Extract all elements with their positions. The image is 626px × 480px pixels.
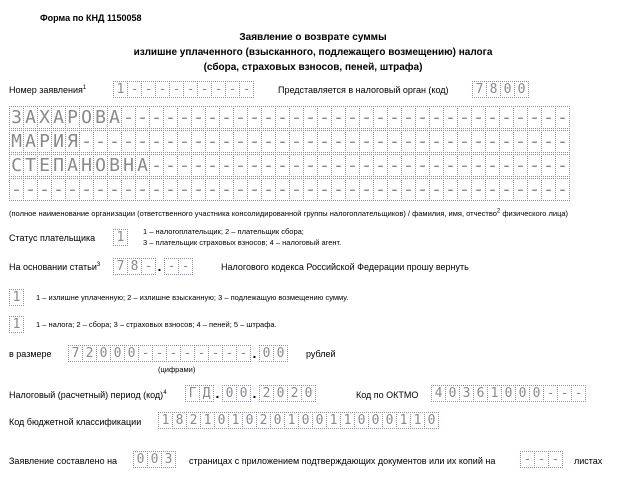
char-cell: 0 [424, 412, 439, 429]
char-cell: - [219, 154, 234, 177]
char-cell: Д [199, 385, 214, 402]
char-cell: - [471, 154, 486, 177]
char-cell: 1 [410, 412, 425, 429]
char-cell: - [555, 130, 570, 153]
char-cell: 0 [273, 385, 288, 402]
char-cell: - [107, 178, 122, 201]
char-cell: - [541, 106, 556, 129]
char-cell: И [51, 130, 66, 153]
char-cell: 2 [259, 385, 274, 402]
char-cell: - [194, 345, 209, 362]
char-cell: 2 [287, 385, 302, 402]
pages-text: страницах с приложением подтверждающих документов или их копий на [189, 456, 496, 466]
char-cell: - [513, 154, 528, 177]
char-cell: - [135, 106, 150, 129]
payment-type-options: 1 – налога; 2 – сбора; 3 – страховых взносов; 4 – пеней; 5 – штрафа. [36, 320, 277, 329]
char-cell: - [121, 106, 136, 129]
amount-field[interactable] [68, 345, 287, 362]
article-text: Налогового кодекса Российской Федерации прошу вернуть [221, 262, 469, 272]
char-cell: - [183, 81, 198, 98]
char-cell: - [359, 106, 374, 129]
pages-label: Заявление составлено на [9, 456, 118, 466]
char-cell: 0 [214, 412, 229, 429]
char-cell: 1 [158, 412, 173, 429]
char-cell: Т [23, 154, 38, 177]
char-cell: - [149, 106, 164, 129]
period-cells-c[interactable] [259, 385, 315, 402]
char-cell: - [9, 178, 24, 201]
char-cell: - [543, 385, 558, 402]
char-cell: - [138, 345, 153, 362]
char-cell: - [401, 154, 416, 177]
amount-dot: . [252, 345, 257, 361]
oktmo-label: Код по ОКТМО [356, 390, 419, 400]
char-cell: - [51, 178, 66, 201]
name-line-4[interactable] [9, 178, 569, 201]
char-cell: - [443, 178, 458, 201]
form-title [0, 30, 626, 75]
char-cell: - [233, 106, 248, 129]
char-cell: - [178, 258, 193, 275]
char-cell: - [401, 178, 416, 201]
char-cell: 0 [529, 385, 544, 402]
char-cell: - [429, 154, 444, 177]
char-cell: - [359, 130, 374, 153]
char-cell: - [141, 258, 156, 275]
char-cell: Я [65, 130, 80, 153]
char-cell: - [127, 81, 142, 98]
char-cell: 8 [127, 258, 142, 275]
char-cell: - [275, 106, 290, 129]
char-cell: - [239, 81, 254, 98]
footnote-1: 1 [82, 85, 87, 91]
char-cell: - [317, 130, 332, 153]
char-cell: - [289, 178, 304, 201]
char-cell: 0 [110, 345, 125, 362]
char-cell: 0 [298, 412, 313, 429]
char-cell: - [415, 106, 430, 129]
char-cell: - [429, 130, 444, 153]
char-cell: - [520, 451, 535, 468]
char-cell: - [261, 154, 276, 177]
char-cell: - [555, 178, 570, 201]
char-cell: - [149, 130, 164, 153]
char-cell: - [208, 345, 223, 362]
char-cell: - [415, 130, 430, 153]
footnote-4: 4 [163, 390, 167, 396]
char-cell: - [135, 130, 150, 153]
char-cell: 1 [200, 412, 215, 429]
char-cell: - [499, 178, 514, 201]
char-cell: - [163, 178, 178, 201]
char-cell: - [541, 178, 556, 201]
char-cell: - [37, 178, 52, 201]
char-cell: - [345, 178, 360, 201]
char-cell: - [236, 345, 251, 362]
char-cell: - [191, 106, 206, 129]
char-cell: 0 [515, 385, 530, 402]
char-cell: - [93, 178, 108, 201]
char-cell: - [443, 106, 458, 129]
char-cell: - [222, 345, 237, 362]
char-cell: З [9, 106, 24, 129]
char-cell: - [471, 178, 486, 201]
char-cell: - [163, 154, 178, 177]
char-cell: - [275, 178, 290, 201]
char-cell: - [205, 178, 220, 201]
char-cell: А [107, 106, 122, 129]
char-cell: - [387, 178, 402, 201]
char-cell: - [233, 154, 248, 177]
char-cell: 7 [113, 258, 128, 275]
payer-status-options-2: 3 – плательщик страховых взносов; 4 – налоговый агент. [143, 238, 342, 247]
char-cell: - [233, 130, 248, 153]
char-cell: - [387, 106, 402, 129]
char-cell: - [205, 106, 220, 129]
char-cell: - [275, 130, 290, 153]
payment-type-cell[interactable] [9, 316, 23, 333]
char-cell: 7 [472, 81, 487, 98]
char-cell: - [93, 130, 108, 153]
char-cell: - [541, 130, 556, 153]
period-cells-a[interactable] [185, 385, 213, 402]
char-cell: - [79, 130, 94, 153]
article-cells-a[interactable] [113, 258, 155, 275]
char-cell: - [247, 178, 262, 201]
kbk-cells[interactable] [158, 412, 438, 429]
char-cell: 1 [284, 412, 299, 429]
char-cell: - [499, 154, 514, 177]
amount-kopecks-cells[interactable] [259, 345, 287, 362]
char-cell: Н [79, 154, 94, 177]
char-cell: - [401, 106, 416, 129]
title-line-3: (сбора, страховых взносов, пеней, штрафа) [203, 62, 423, 73]
char-cell: - [527, 106, 542, 129]
char-cell: - [225, 81, 240, 98]
char-cell: - [163, 130, 178, 153]
char-cell: - [373, 154, 388, 177]
payer-status-options-1: 1 – налогоплательщик; 2 – плательщик сбора; [143, 227, 304, 236]
char-cell: - [211, 81, 226, 98]
char-cell: - [247, 106, 262, 129]
char-cell: - [247, 130, 262, 153]
article-cells-b[interactable] [164, 258, 192, 275]
article-cells[interactable] [113, 258, 192, 275]
kbk-label: Код бюджетной классификации [9, 417, 142, 427]
char-cell: - [345, 130, 360, 153]
footnote-3: 3 [96, 262, 101, 268]
char-cell: 0 [500, 81, 515, 98]
char-cell: А [23, 106, 38, 129]
char-cell: - [135, 178, 150, 201]
char-cell: - [303, 154, 318, 177]
char-cell: - [513, 130, 528, 153]
name-line-2[interactable] [9, 130, 569, 153]
amount-rubles-cells[interactable] [68, 345, 250, 362]
char-cell: - [429, 178, 444, 201]
char-cell: 1 [340, 412, 355, 429]
char-cell: 1 [113, 229, 128, 246]
char-cell: - [261, 130, 276, 153]
char-cell: 1 [396, 412, 411, 429]
form-code: Форма по КНД 1150058 [40, 13, 142, 23]
char-cell: А [135, 154, 150, 177]
char-cell: 8 [172, 412, 187, 429]
char-cell: 0 [368, 412, 383, 429]
char-cell: - [471, 130, 486, 153]
char-cell: - [555, 106, 570, 129]
amount-caption: (цифрами) [158, 365, 196, 374]
char-cell: - [485, 106, 500, 129]
return-type-options: 1 – излишне уплаченную; 2 – излишне взысканную; 3 – подлежащую возмещению сумму. [36, 293, 349, 302]
char-cell: - [485, 130, 500, 153]
name-line-3[interactable] [9, 154, 569, 177]
char-cell: 0 [445, 385, 460, 402]
payer-status-label: Статус плательщика [9, 233, 96, 243]
char-cell: - [373, 106, 388, 129]
char-cell: - [177, 106, 192, 129]
char-cell: 6 [473, 385, 488, 402]
char-cell: В [93, 106, 108, 129]
char-cell: - [457, 130, 472, 153]
char-cell: - [401, 130, 416, 153]
period-cells-b[interactable] [222, 385, 250, 402]
char-cell: 0 [312, 412, 327, 429]
char-cell: - [415, 178, 430, 201]
char-cell: О [93, 154, 108, 177]
char-cell: - [289, 130, 304, 153]
name-caption: (полное наименование организации (ответственного участника консолидированной группы налогоплательщиков) / фамилия, имя, отчество$^2$ физического лица) [9, 208, 569, 218]
char-cell: - [457, 178, 472, 201]
amount-unit: рублей [306, 349, 336, 359]
char-cell: - [303, 106, 318, 129]
char-cell: О [79, 106, 94, 129]
char-cell: А [51, 106, 66, 129]
char-cell: - [387, 130, 402, 153]
footnote-2: 2 [496, 208, 501, 215]
char-cell: - [166, 345, 181, 362]
char-cell: - [247, 154, 262, 177]
char-cell: - [513, 106, 528, 129]
char-cell: - [191, 154, 206, 177]
char-cell: - [527, 130, 542, 153]
char-cell: - [197, 81, 212, 98]
char-cell: - [557, 385, 572, 402]
char-cell: 0 [273, 345, 288, 362]
char-cell: - [289, 106, 304, 129]
char-cell: 8 [486, 81, 501, 98]
char-cell: - [443, 130, 458, 153]
char-cell: В [107, 154, 122, 177]
char-cell: - [331, 106, 346, 129]
char-cell: 3 [161, 451, 176, 468]
char-cell: - [527, 178, 542, 201]
char-cell: - [457, 154, 472, 177]
char-cell: - [219, 106, 234, 129]
char-cell: А [65, 154, 80, 177]
amount-label: в размере [9, 349, 52, 359]
char-cell: - [541, 154, 556, 177]
tax-authority-label: Представляется в налоговый орган (код) [278, 85, 449, 95]
char-cell: - [275, 154, 290, 177]
char-cell: 1 [326, 412, 341, 429]
char-cell: - [317, 106, 332, 129]
char-cell: - [152, 345, 167, 362]
char-cell: - [527, 154, 542, 177]
char-cell: - [177, 154, 192, 177]
char-cell: - [164, 258, 179, 275]
char-cell: - [261, 106, 276, 129]
char-cell: 2 [186, 412, 201, 429]
char-cell: 0 [96, 345, 111, 362]
char-cell: 0 [222, 385, 237, 402]
title-line-2: излишне уплаченного (взысканного, подлежащего возмещению) налога [133, 47, 493, 58]
char-cell: 1 [9, 316, 24, 333]
char-cell: - [373, 178, 388, 201]
char-cell: Е [37, 154, 52, 177]
char-cell: 4 [431, 385, 446, 402]
char-cell: - [65, 178, 80, 201]
char-cell: - [345, 154, 360, 177]
char-cell: - [121, 178, 136, 201]
char-cell: - [205, 154, 220, 177]
char-cell: Г [185, 385, 200, 402]
char-cell: - [23, 178, 38, 201]
char-cell: - [121, 130, 136, 153]
char-cell: С [9, 154, 24, 177]
char-cell: 1 [487, 385, 502, 402]
char-cell: 0 [133, 451, 148, 468]
pages-cells[interactable] [133, 451, 175, 468]
char-cell: - [303, 130, 318, 153]
char-cell: - [233, 178, 248, 201]
char-cell: - [177, 130, 192, 153]
char-cell: - [303, 178, 318, 201]
oktmo-cells[interactable] [431, 385, 585, 402]
article-dot: . [157, 258, 162, 274]
char-cell: - [149, 178, 164, 201]
char-cell: - [331, 154, 346, 177]
char-cell: - [443, 154, 458, 177]
char-cell: - [149, 154, 164, 177]
char-cell: - [331, 130, 346, 153]
payer-status-cell[interactable] [113, 229, 127, 246]
name-line-1[interactable] [9, 106, 569, 129]
char-cell: - [180, 345, 195, 362]
char-cell: - [261, 178, 276, 201]
char-cell: - [79, 178, 94, 201]
char-cell: П [51, 154, 66, 177]
char-cell: - [191, 130, 206, 153]
char-cell: - [345, 106, 360, 129]
app-number-label: Номер заявления$^1$ [9, 85, 87, 95]
char-cell: - [534, 451, 549, 468]
char-cell: - [219, 178, 234, 201]
tax-authority-cells[interactable] [472, 81, 528, 98]
char-cell: Р [37, 130, 52, 153]
char-cell: - [485, 178, 500, 201]
period-dot-1: . [215, 385, 220, 401]
char-cell: - [219, 130, 234, 153]
sheets-label: листах [574, 456, 603, 466]
char-cell: - [387, 154, 402, 177]
char-cell: - [499, 106, 514, 129]
char-cell: - [513, 178, 528, 201]
char-cell: - [485, 154, 500, 177]
period-dot-2: . [252, 385, 257, 401]
char-cell: - [429, 106, 444, 129]
char-cell: А [23, 130, 38, 153]
char-cell: 0 [124, 345, 139, 362]
char-cell: - [169, 81, 184, 98]
app-number-cells[interactable] [113, 81, 253, 98]
char-cell: 0 [501, 385, 516, 402]
period-field[interactable] [185, 385, 315, 402]
char-cell: 2 [82, 345, 97, 362]
char-cell: - [331, 178, 346, 201]
char-cell: - [373, 130, 388, 153]
char-cell: - [499, 130, 514, 153]
return-type-cell[interactable] [9, 289, 23, 306]
char-cell: Н [121, 154, 136, 177]
char-cell: - [155, 81, 170, 98]
char-cell: 3 [459, 385, 474, 402]
char-cell: 0 [514, 81, 529, 98]
char-cell: Р [65, 106, 80, 129]
title-line-1: Заявление о возврате суммы [239, 32, 387, 43]
char-cell: - [191, 178, 206, 201]
char-cell: 7 [68, 345, 83, 362]
char-cell: 1 [228, 412, 243, 429]
char-cell: - [205, 130, 220, 153]
char-cell: - [359, 178, 374, 201]
char-cell: 0 [270, 412, 285, 429]
char-cell: Х [37, 106, 52, 129]
period-label: Налоговый (расчетный) период (код)$^4$ [9, 390, 167, 400]
char-cell: - [471, 106, 486, 129]
char-cell: - [359, 154, 374, 177]
char-cell: 0 [354, 412, 369, 429]
char-cell: - [457, 106, 472, 129]
char-cell: - [415, 154, 430, 177]
char-cell: - [571, 385, 586, 402]
char-cell: 0 [147, 451, 162, 468]
char-cell: 0 [301, 385, 316, 402]
char-cell: 0 [382, 412, 397, 429]
char-cell: - [548, 451, 563, 468]
char-cell: - [141, 81, 156, 98]
char-cell: - [289, 154, 304, 177]
char-cell: 1 [113, 81, 128, 98]
char-cell: М [9, 130, 24, 153]
char-cell: 0 [236, 385, 251, 402]
char-cell: - [317, 178, 332, 201]
char-cell: - [163, 106, 178, 129]
char-cell: - [177, 178, 192, 201]
char-cell: - [555, 154, 570, 177]
article-label: На основании статьи$^3$ [9, 262, 101, 272]
char-cell: 2 [256, 412, 271, 429]
char-cell: 0 [242, 412, 257, 429]
sheets-cells[interactable] [520, 451, 562, 468]
char-cell: 1 [9, 289, 24, 306]
char-cell: 0 [259, 345, 274, 362]
char-cell: - [317, 154, 332, 177]
char-cell: - [107, 130, 122, 153]
